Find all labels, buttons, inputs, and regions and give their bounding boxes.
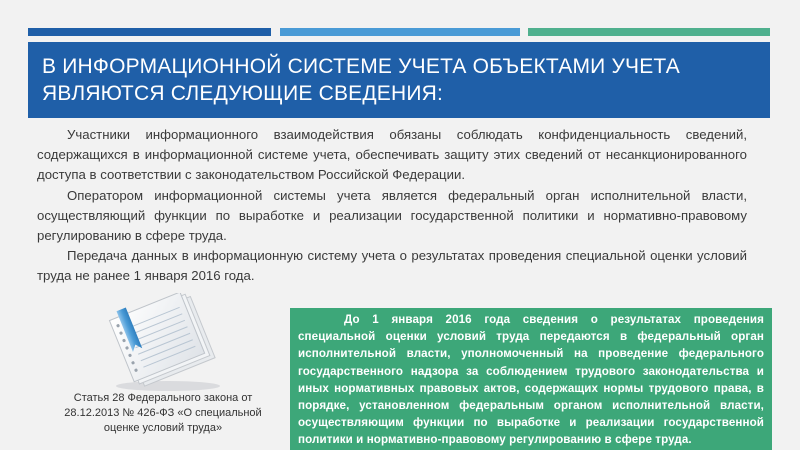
callout-text: До 1 января 2016 года сведения о результатах проведения специальной оценки условий труда передаются в федеральный орган исполнительной власти, уполномоченный на проведение федерального государственного надзора за соблюдением трудового законодательства и иных нормативных правовых актов, содержащих нормы трудового права, в порядке, установленном федеральным органом исполнительной власти, осуществляющим функции по выработке и реализации государственной политики и нормативно-правовому регулированию в сфере труда. (298, 313, 764, 447)
accent-bar-green (528, 28, 770, 36)
paragraph-operator: Оператором информационной системы учета является федеральный орган исполнительной власти, осуществляющий функции по выработке и реализации государственной политики и нормативно-правовому регулированию в сфере труда. (37, 187, 747, 244)
title-banner (28, 42, 770, 118)
document-stack-icon (96, 293, 236, 393)
paragraph-data-transfer: Передача данных в информационную систему учета о результатах проведения специальной оценки условий труда не ранее 1 января 2016 года. (37, 248, 747, 284)
law-reference-caption: Статья 28 Федерального закона от 28.12.2013 № 426-ФЗ «О специальной оценке условий труда» (64, 392, 262, 434)
accent-bar-blue (28, 28, 271, 36)
page-title: В ИНФОРМАЦИОННОЙ СИСТЕМЕ УЧЕТА ОБЪЕКТАМИ УЧЕТА ЯВЛЯЮТСЯ СЛЕДУЮЩИЕ СВЕДЕНИЯ: (42, 55, 680, 105)
accent-bar-lightblue (280, 28, 520, 36)
accent-bars (0, 0, 800, 40)
paragraph-confidentiality: Участники информационного взаимодействия обязаны соблюдать конфиденциальность сведений, содержащихся в информационной системе учета, обеспечивать защиту этих сведений от несанкционированного доступа в соответствии с законодательством Российской Федерации. (37, 127, 747, 183)
main-text (37, 125, 747, 287)
callout-box (290, 308, 772, 450)
